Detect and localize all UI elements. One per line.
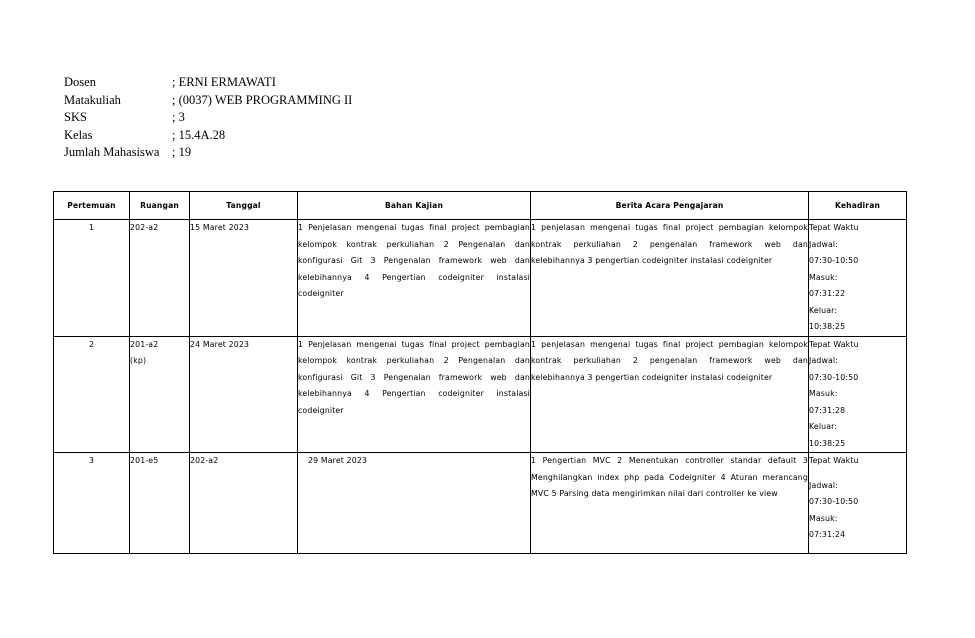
cell-ruangan: 201-e5 xyxy=(130,453,190,554)
cell-bahan-kajian: 1 Penjelasan mengenai tugas final project pembagian kelompok kontrak perkuliahan 2 Pengenalan dan konfigurasi Git 3 Pengenalan framework web dan kelebihannya 4 Pengertian codeigniter instalasi codeigniter xyxy=(298,336,531,453)
attendance-in-value: 07:31:28 xyxy=(809,405,846,415)
cell-berita-acara: 1 penjelasan mengenai tugas final project pembagian kelompok kontrak perkuliahan 2 pengenalan framework web dan kelebihannya 3 pengertian codeigniter instalasi codeigniter xyxy=(531,220,809,337)
info-row-sks xyxy=(64,109,352,127)
cell-pertemuan: 3 xyxy=(54,453,130,554)
cell-pertemuan: 1 xyxy=(54,220,130,337)
info-row-jumlah-mahasiswa xyxy=(64,144,352,162)
info-value: ; (0037) WEB PROGRAMMING II xyxy=(172,92,353,107)
table-row xyxy=(54,220,907,337)
attendance-schedule-value: 07:30-10:50 xyxy=(809,372,859,382)
attendance-status: Tepat Waktu xyxy=(809,456,859,465)
info-row-kelas xyxy=(64,127,352,145)
attendance-out-value: 10:38:25 xyxy=(809,322,846,331)
teaching-journal-table xyxy=(53,191,907,554)
attendance-status: Tepat Waktu xyxy=(809,223,859,232)
header-berita-acara: Berita Acara Pengajaran xyxy=(531,192,809,220)
attendance-in-value: 07:31:24 xyxy=(809,530,846,539)
cell-ruangan: 202-a2 xyxy=(130,220,190,337)
info-label: Dosen xyxy=(64,75,96,89)
attendance-gap xyxy=(809,470,906,478)
attendance-schedule-label: Jadwal: xyxy=(809,480,839,490)
info-row-dosen xyxy=(64,74,352,92)
attendance-schedule-label: Jadwal: xyxy=(809,239,839,249)
attendance-in-value: 07:31:22 xyxy=(809,289,846,298)
attendance-schedule-label: Jadwal: xyxy=(809,356,839,365)
info-value: ; 15.4A.28 xyxy=(172,127,226,142)
attendance-out-value: 10:38:25 xyxy=(809,438,846,448)
attendance-out-label: Keluar: xyxy=(809,305,838,315)
cell-kehadiran xyxy=(809,336,907,453)
header-tanggal: Tanggal xyxy=(190,192,298,220)
info-value: ; 19 xyxy=(172,145,192,159)
info-label: SKS xyxy=(64,110,87,124)
attendance-schedule-value: 07:30-10:50 xyxy=(809,497,859,506)
info-value: ; ERNI ERMAWATI xyxy=(172,75,276,89)
cell-berita-acara: 1 penjelasan mengenai tugas final project pembagian kelompok kontrak perkuliahan 2 pengenalan framework web dan kelebihannya 3 pengertian codeigniter instalasi codeigniter xyxy=(531,336,809,453)
attendance-schedule-value: 07:30-10:50 xyxy=(809,256,859,265)
info-label: Matakuliah xyxy=(64,92,121,107)
attendance-out-label: Keluar: xyxy=(809,422,838,431)
attendance-in-label: Masuk: xyxy=(809,272,838,282)
lecture-info xyxy=(64,74,352,162)
info-value: ; 3 xyxy=(172,110,185,124)
info-row-matakuliah xyxy=(64,92,352,110)
table-row xyxy=(54,453,907,554)
info-label: Jumlah Mahasiswa xyxy=(64,145,160,159)
cell-ruangan: 201-a2 (kp) xyxy=(130,336,190,453)
header-bahan-kajian: Bahan Kajian xyxy=(298,192,531,220)
cell-bahan-kajian: 29 Maret 2023 xyxy=(298,453,531,554)
cell-bahan-kajian: 1 Penjelasan mengenai tugas final project pembagian kelompok kontrak perkuliahan 2 Pengenalan dan konfigurasi Git 3 Pengenalan framework web dan kelebihannya 4 Pengertian codeigniter instalasi codeigniter xyxy=(298,220,531,337)
table-header-row xyxy=(54,192,907,220)
cell-kehadiran xyxy=(809,220,907,337)
cell-tanggal: 24 Maret 2023 xyxy=(190,336,298,453)
cell-pertemuan: 2 xyxy=(54,336,130,453)
header-pertemuan: Pertemuan xyxy=(54,192,130,220)
cell-kehadiran xyxy=(809,453,907,554)
cell-tanggal: 15 Maret 2023 xyxy=(190,220,298,337)
info-label: Kelas xyxy=(64,127,93,142)
attendance-status: Tepat Waktu xyxy=(809,339,859,349)
cell-tanggal: 202-a2 xyxy=(190,453,298,554)
table-row xyxy=(54,336,907,453)
header-kehadiran: Kehadiran xyxy=(809,192,907,220)
attendance-in-label: Masuk: xyxy=(809,513,838,523)
cell-berita-acara: 1 Pengertian MVC 2 Menentukan controller standar default 3 Menghilangkan index php pada Codeigniter 4 Aturan merancang MVC 5 Parsing data mengirimkan nilai dari controller ke view xyxy=(531,453,809,554)
attendance-in-label: Masuk: xyxy=(809,389,838,398)
header-ruangan: Ruangan xyxy=(130,192,190,220)
